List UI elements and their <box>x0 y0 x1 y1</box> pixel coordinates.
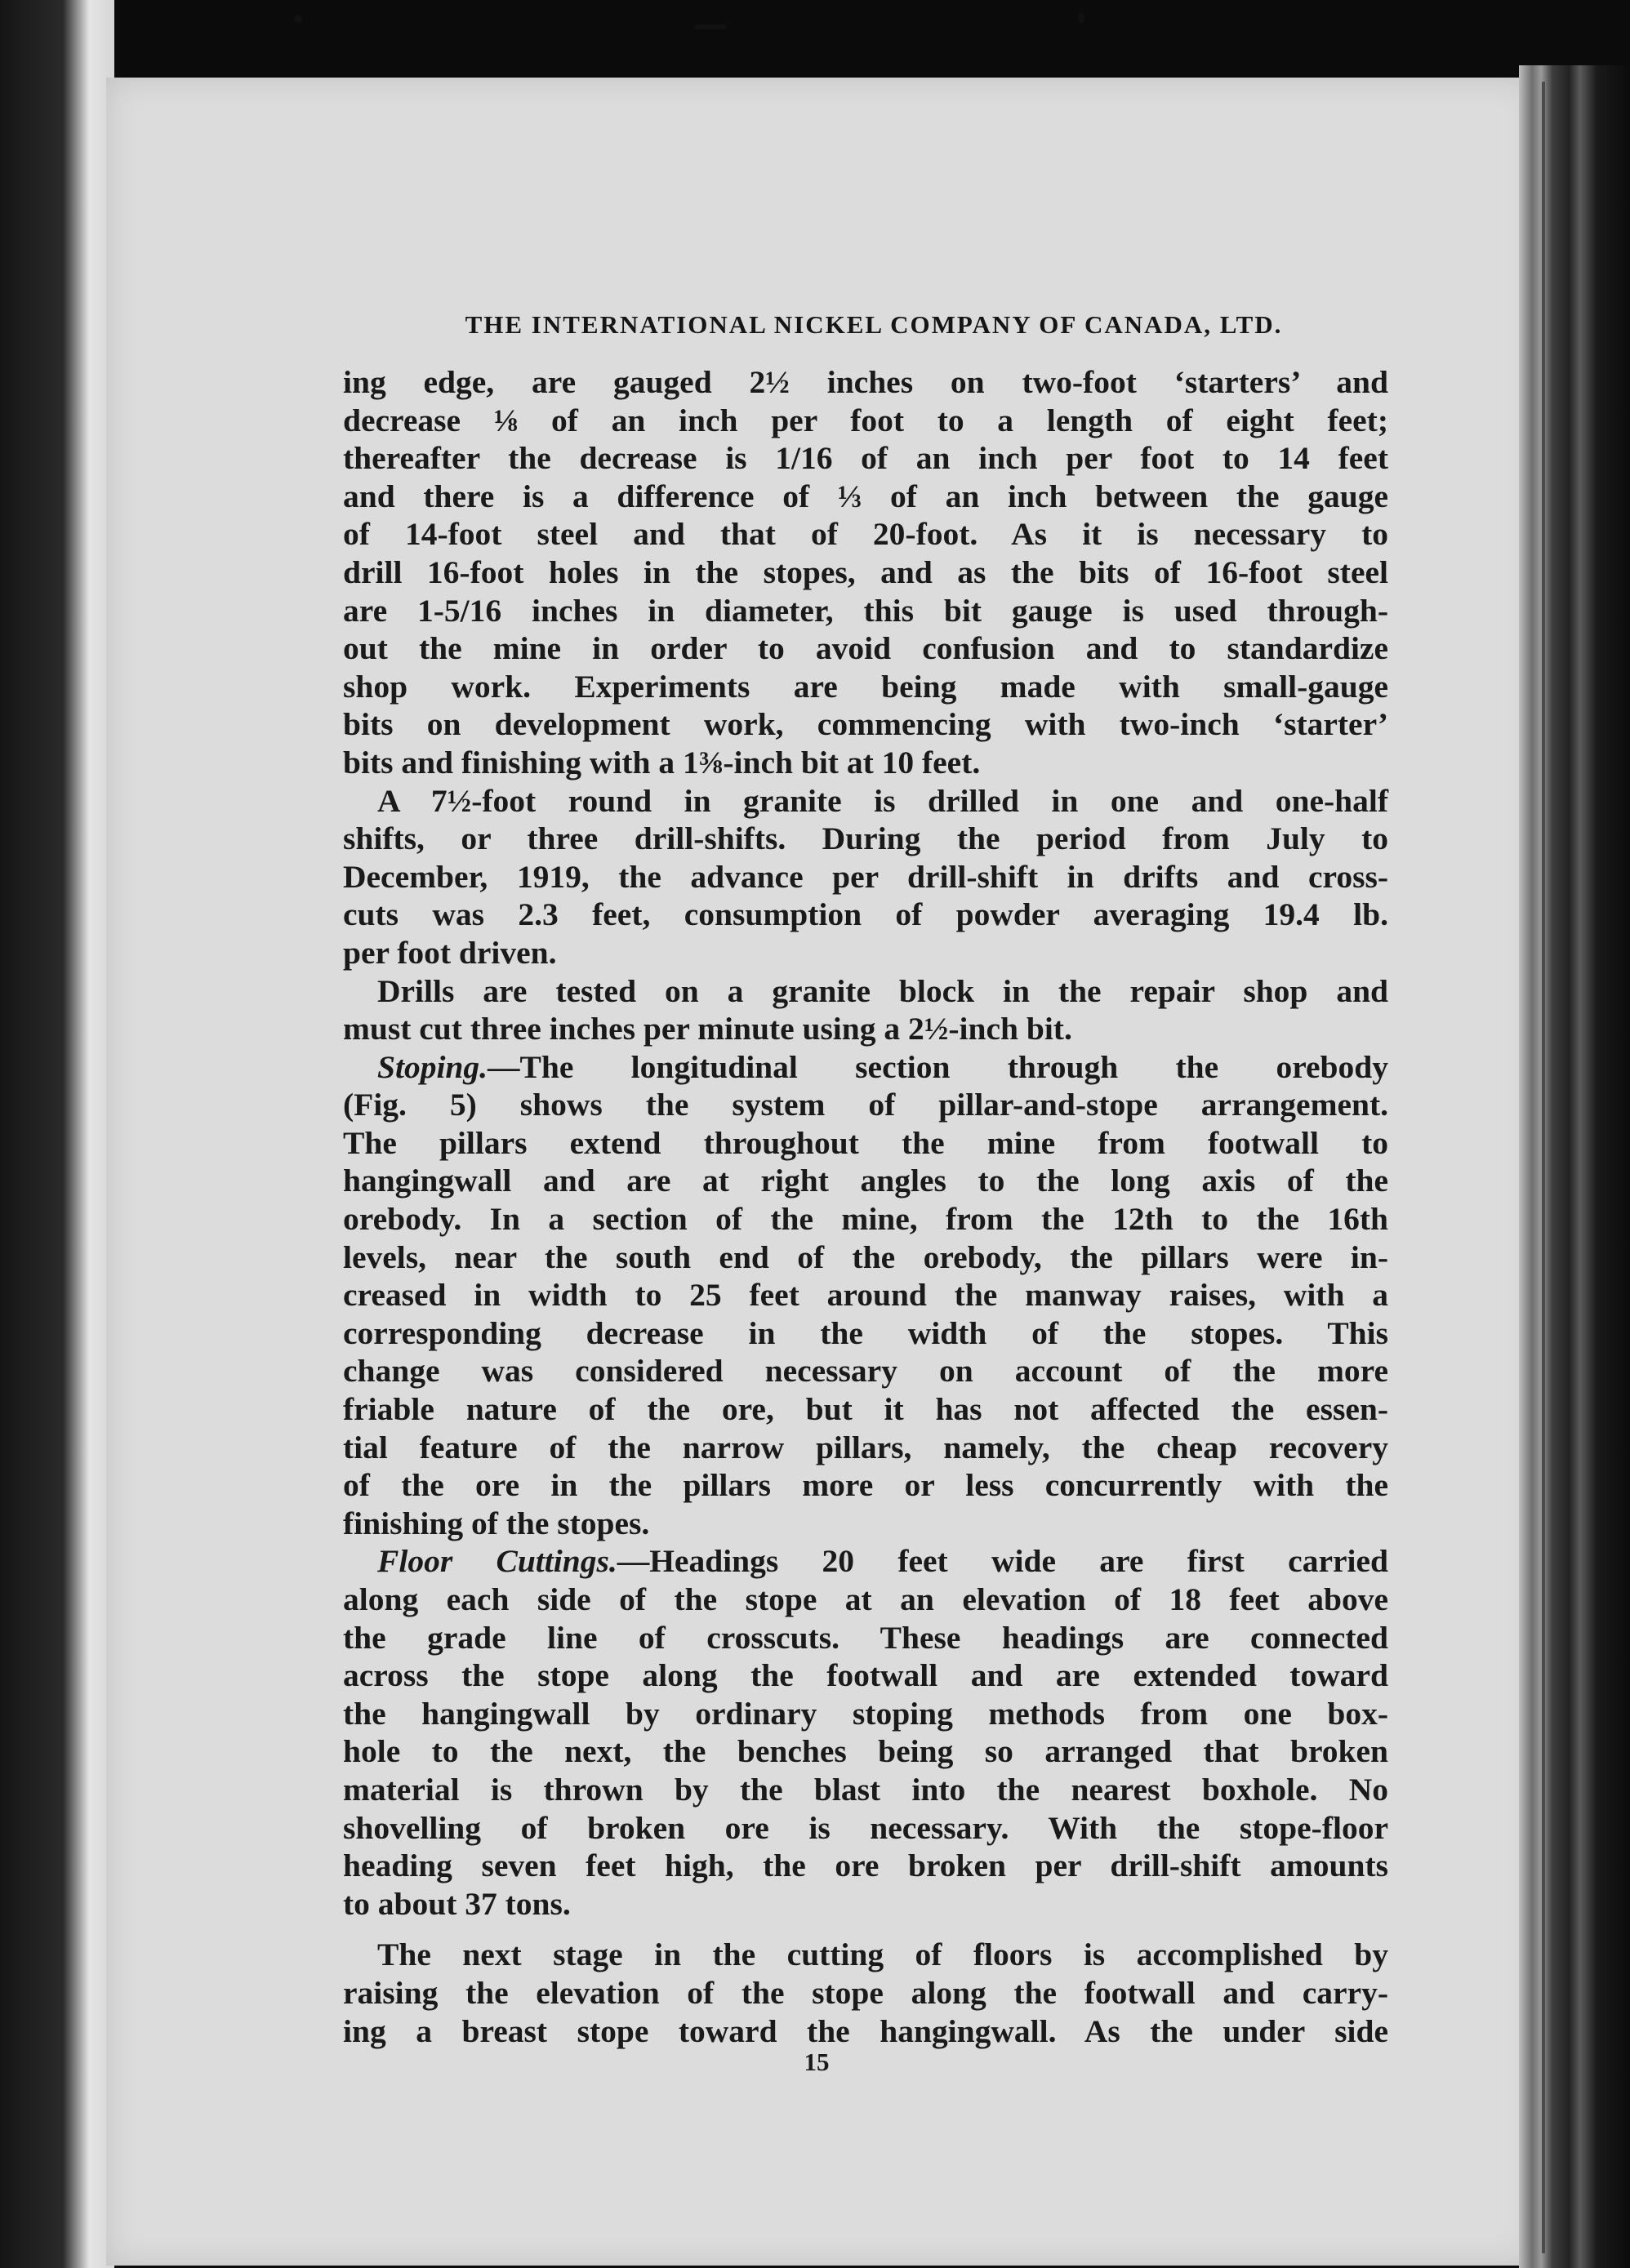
text-line: raising the elevation of the stope along the footwall and carry- <box>343 1974 1388 2011</box>
text-line: The next stage in the cutting of floors is accomplished by <box>377 1937 1388 1973</box>
gutter-line <box>1542 82 1545 2253</box>
text-line: hole to the next, the benches being so arranged that broken <box>343 1733 1388 1770</box>
text-line: levels, near the south end of the orebody, the pillars were in- <box>343 1239 1388 1275</box>
running-head: THE INTERNATIONAL NICKEL COMPANY OF CANADA, LTD. <box>465 310 1283 339</box>
stoping-paragraph-start <box>343 1048 1388 1087</box>
text-line: of 14-foot steel and that of 20-foot. As it is necessary to <box>343 516 1388 553</box>
text-line: and there is a difference of ⅓ of an inch between the gauge <box>343 478 1388 514</box>
text-line: material is thrown by the blast into the nearest boxhole. No <box>343 1771 1388 1808</box>
text-line: decrease ⅛ of an inch per foot to a length of eight feet; <box>343 402 1388 438</box>
body-text <box>343 363 1388 2050</box>
text-line: bits on development work, commencing with two-inch ‘starter’ <box>343 706 1388 743</box>
text-line: must cut three inches per minute using a 2½-inch bit. <box>343 1011 1072 1047</box>
text-line: ing a breast stope toward the hangingwall. As the under side <box>343 2012 1388 2049</box>
scan-speck <box>1078 12 1084 24</box>
text-line: tial feature of the narrow pillars, namely, the cheap recovery <box>343 1429 1388 1465</box>
scan-speck <box>294 15 302 23</box>
text-line: drill 16-foot holes in the stopes, and as the bits of 16-foot steel <box>343 554 1388 590</box>
text-line: to about 37 tons. <box>343 1885 571 1922</box>
text-line: thereafter the decrease is 1/16 of an inch per foot to 14 feet <box>343 440 1388 477</box>
text-line: December, 1919, the advance per drill-shift in drifts and cross- <box>343 858 1388 895</box>
text-line: —Headings 20 feet wide are first carried <box>617 1543 1388 1580</box>
text-line: —The longitudinal section through the orebody <box>488 1048 1388 1085</box>
floor-cuttings-paragraph-start <box>343 1542 1388 1581</box>
text-line: the grade line of crosscuts. These headings are connected <box>343 1619 1388 1656</box>
text-line: across the stope along the footwall and are extended toward <box>343 1657 1388 1694</box>
text-line: shovelling of broken ore is necessary. With the stope-floor <box>343 1809 1388 1846</box>
text-line: orebody. In a section of the mine, from the 12th to the 16th <box>343 1201 1388 1238</box>
text-line: corresponding decrease in the width of the stopes. This <box>343 1314 1388 1351</box>
text-line: friable nature of the ore, but it has not affected the essen- <box>343 1391 1388 1428</box>
text-line: along each side of the stope at an elevation of 18 feet above <box>343 1581 1388 1617</box>
text-line: A 7½-foot round in granite is drilled in one and one-half <box>377 782 1388 819</box>
text-line: cuts was 2.3 feet, consumption of powder averaging 19.4 lb. <box>343 896 1388 933</box>
book-spine <box>1519 65 1630 2268</box>
text-line: out the mine in order to avoid confusion and to standardize <box>343 630 1388 667</box>
text-line: are 1-5/16 inches in diameter, this bit gauge is used through- <box>343 592 1388 629</box>
text-line: creased in width to 25 feet around the manway raises, with a <box>343 1277 1388 1314</box>
scan-speck <box>694 24 727 29</box>
page-number: 15 <box>804 2048 830 2076</box>
text-line: bits and finishing with a 1⅜-inch bit at 10 feet. <box>343 744 981 780</box>
text-line: heading seven feet high, the ore broken per drill-shift amounts <box>343 1848 1388 1884</box>
text-line: finishing of the stopes. <box>343 1505 650 1541</box>
text-line: shop work. Experiments are being made with small-gauge <box>343 668 1388 705</box>
text-line: of the ore in the pillars more or less concurrently with the <box>343 1467 1388 1504</box>
text-line: (Fig. 5) shows the system of pillar-and-stope arrangement. <box>343 1087 1388 1123</box>
text-line: hangingwall and are at right angles to the long axis of the <box>343 1163 1388 1199</box>
text-line: shifts, or three drill-shifts. During the period from July to <box>343 820 1388 857</box>
text-line: per foot driven. <box>343 934 557 971</box>
text-line: The pillars extend throughout the mine from footwall to <box>343 1124 1388 1161</box>
floor-cuttings-heading: Floor Cuttings. <box>377 1543 617 1580</box>
text-line: the hangingwall by ordinary stoping methods from one box- <box>343 1695 1388 1732</box>
text-line: change was considered necessary on account of the more <box>343 1353 1388 1390</box>
text-line: ing edge, are gauged 2½ inches on two-foot ‘starters’ and <box>343 364 1388 400</box>
stoping-heading: Stoping. <box>377 1048 488 1085</box>
text-line: Drills are tested on a granite block in the repair shop and <box>377 972 1388 1009</box>
adjacent-page-edge <box>0 0 114 2268</box>
